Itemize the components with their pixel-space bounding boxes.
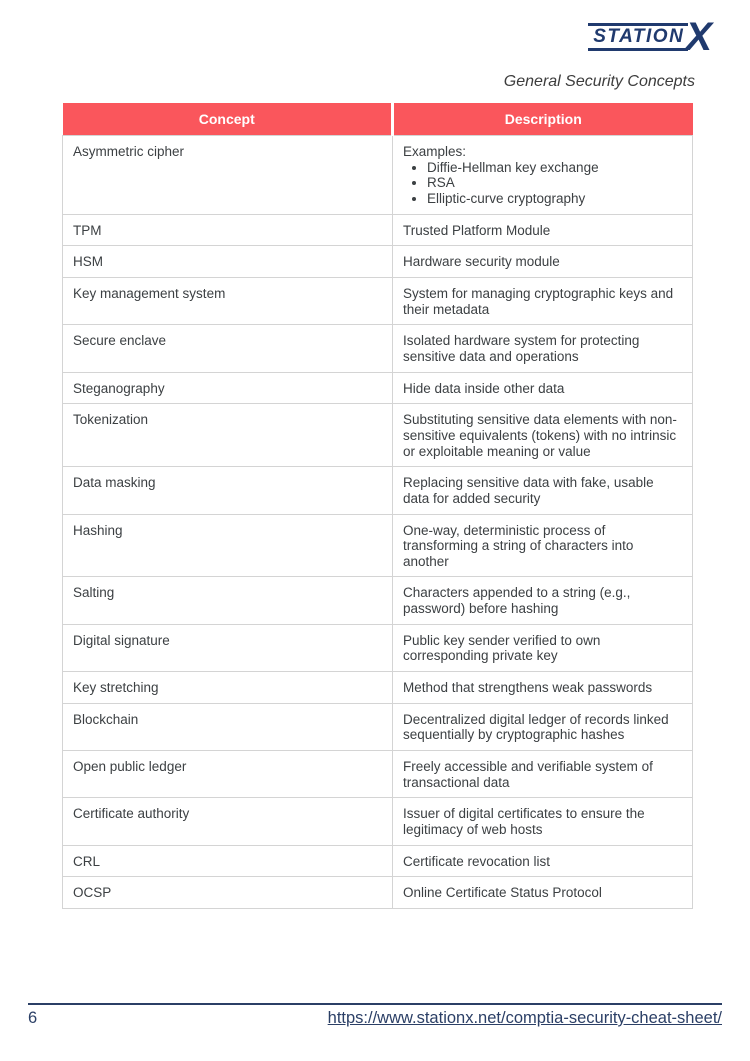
description-cell [393, 214, 693, 246]
table-body [63, 136, 693, 909]
description-text: Certificate revocation list [403, 853, 551, 869]
table-row [63, 514, 693, 577]
concept-cell: Data masking [63, 467, 393, 514]
description-cell [393, 325, 693, 372]
concept-cell: Key management system [63, 277, 393, 324]
description-bullet-item: • RSA [427, 175, 682, 191]
description-cell [393, 624, 693, 671]
concept-cell: Secure enclave [63, 325, 393, 372]
table-row [63, 467, 693, 514]
description-cell [393, 514, 693, 577]
concept-cell: Blockchain [63, 703, 393, 750]
table-row [63, 277, 693, 324]
table-row [63, 136, 693, 215]
description-text: Examples: [403, 144, 467, 159]
description-text: Online Certificate Status Protocol [403, 885, 602, 901]
description-text: Freely accessible and verifiable system of transactional data [403, 759, 653, 790]
table-row [63, 246, 693, 278]
concept-cell: Hashing [63, 514, 393, 577]
description-cell [393, 751, 693, 798]
concept-cell: Key stretching [63, 672, 393, 704]
page-number: 6 [28, 1009, 38, 1027]
description-text: System for managing cryptographic keys and their metadata [403, 285, 674, 317]
description-text: Hide data inside other data [403, 380, 565, 396]
description-text: Trusted Platform Module [403, 222, 551, 238]
table-row [63, 214, 693, 246]
description-cell [393, 246, 693, 278]
description-cell [393, 404, 693, 467]
description-cell [393, 672, 693, 704]
table-row [63, 798, 693, 845]
description-text: One-way, deterministic process of transforming a string of characters into another [403, 522, 634, 569]
description-text: Substituting sensitive data elements with non-sensitive equivalents (tokens) with no intrinsic or exploitable meaning or value [403, 412, 677, 459]
table-row [63, 672, 693, 704]
table-row [63, 624, 693, 671]
concept-cell: Open public ledger [63, 751, 393, 798]
page-title: General Security Concepts [503, 73, 695, 90]
description-bullet-item: • Diffie-Hellman key exchange [427, 160, 682, 176]
description-cell [393, 845, 693, 877]
concept-cell: OCSP [63, 877, 393, 909]
table-row [63, 577, 693, 624]
concept-cell: Tokenization [63, 404, 393, 467]
concept-cell: Steganography [63, 372, 393, 404]
description-cell [393, 577, 693, 624]
description-text: Replacing sensitive data with fake, usable data for added security [403, 475, 654, 506]
description-text: Issuer of digital certificates to ensure the legitimacy of web hosts [403, 806, 645, 838]
table-header-row [63, 103, 693, 136]
column-header-description: Description [393, 103, 693, 136]
concept-cell: Digital signature [63, 624, 393, 671]
concept-cell: TPM [63, 214, 393, 246]
description-text: Hardware security module [403, 254, 560, 270]
concept-cell: HSM [63, 246, 393, 278]
concept-cell: CRL [63, 845, 393, 877]
table-row [63, 404, 693, 467]
concept-cell: Asymmetric cipher [63, 136, 393, 215]
concept-cell: Salting [63, 577, 393, 624]
description-cell [393, 372, 693, 404]
description-bullet-item: • Elliptic-curve cryptography [427, 191, 682, 207]
description-bullet-list [403, 160, 682, 207]
table-row [63, 751, 693, 798]
logo-x-text: X [685, 15, 712, 59]
logo-station-text: STATION [588, 23, 688, 52]
table-row [63, 372, 693, 404]
description-cell [393, 703, 693, 750]
description-cell [393, 467, 693, 514]
description-text: Decentralized digital ledger of records linked sequentially by cryptographic hashes [403, 711, 669, 743]
description-text: Isolated hardware system for protecting sensitive data and operations [403, 333, 640, 364]
description-cell [393, 136, 693, 215]
footer-url-link[interactable]: https://www.stationx.net/comptia-security-cheat-sheet/ [327, 1009, 722, 1027]
page-footer [28, 1009, 722, 1028]
description-cell [393, 877, 693, 909]
description-text: Public key sender verified to own corresponding private key [403, 632, 601, 664]
footer-divider [28, 1003, 722, 1005]
description-text: Method that strengthens weak passwords [403, 680, 653, 696]
table-row [63, 703, 693, 750]
description-cell [393, 277, 693, 324]
table-row [63, 845, 693, 877]
concept-cell: Certificate authority [63, 798, 393, 845]
description-text: Characters appended to a string (e.g., password) before hashing [403, 585, 631, 617]
table-row [63, 325, 693, 372]
table-row [63, 877, 693, 909]
concepts-table [62, 103, 693, 909]
column-header-concept: Concept [63, 103, 393, 136]
description-cell [393, 798, 693, 845]
stationx-logo [588, 15, 712, 59]
